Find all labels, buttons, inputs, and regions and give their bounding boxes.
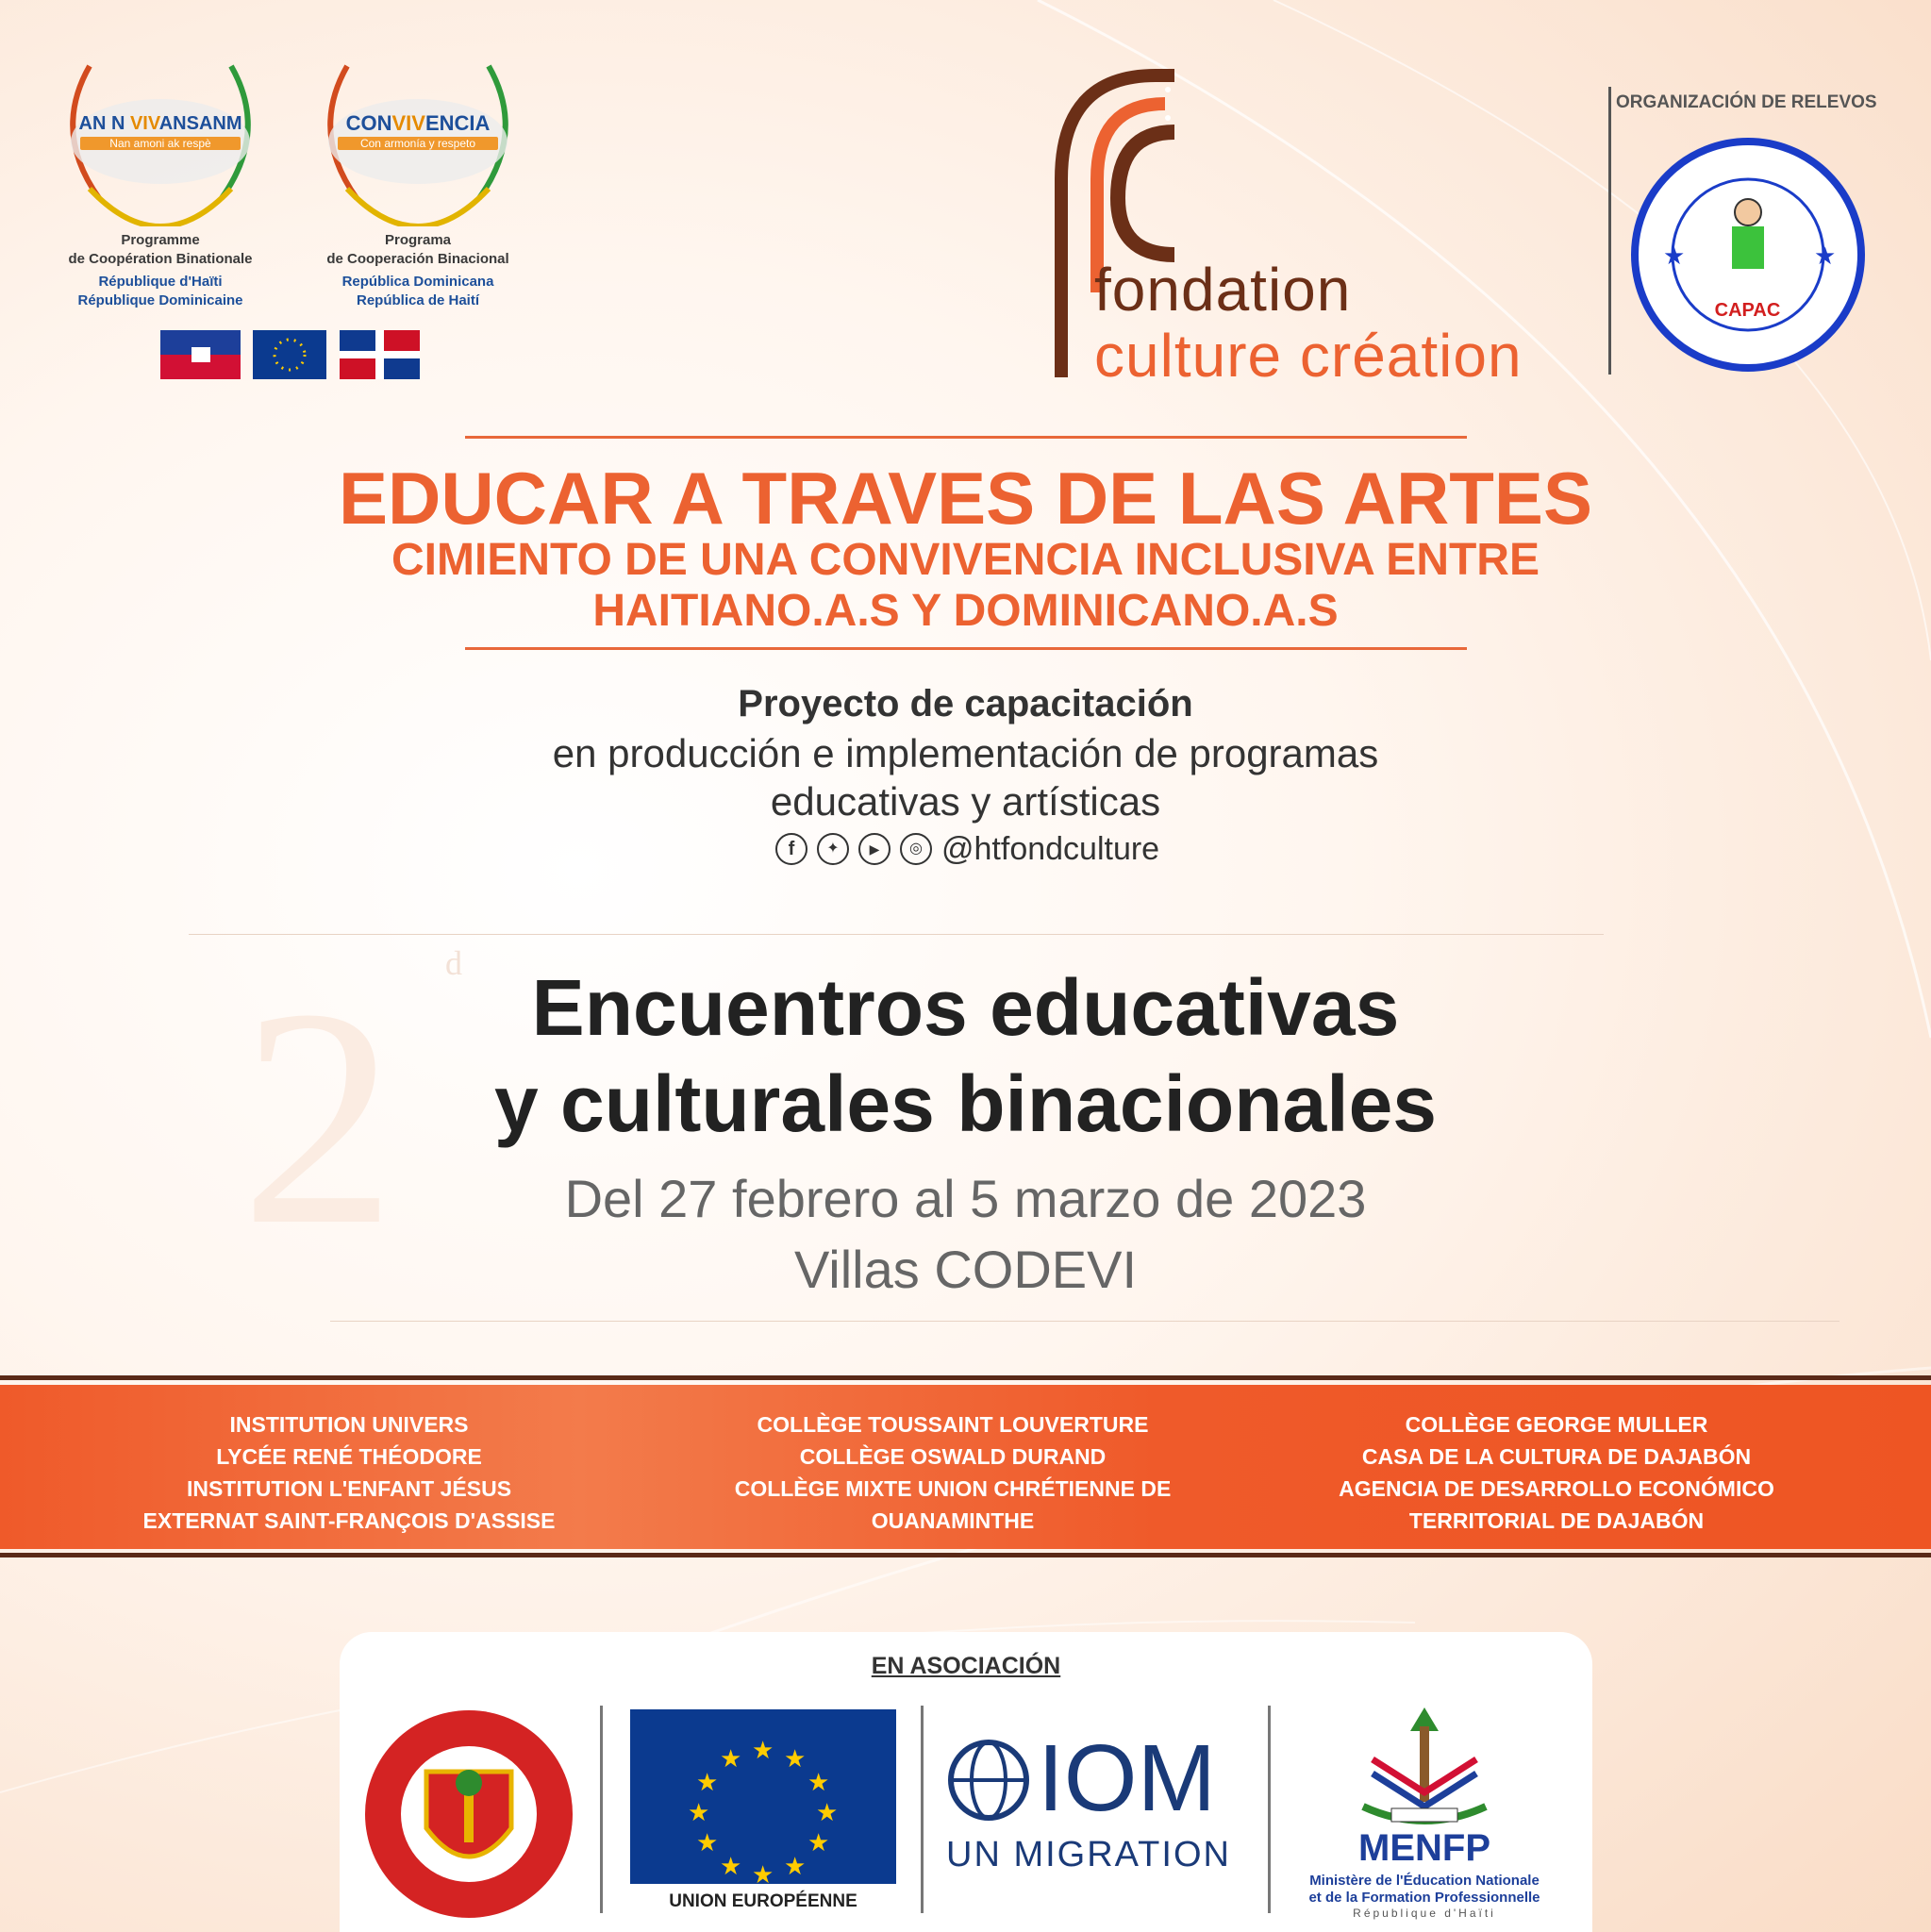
logo2-line1: Programa [384,232,452,248]
event-dates: Del 27 febrero al 5 marzo de 2023 [564,1169,1367,1228]
social-handle[interactable]: @htfondculture [941,830,1160,867]
institutions-col2 [698,1408,1207,1537]
svg-text:★: ★ [784,1853,807,1881]
event-title2: y culturales binacionales [493,1059,1438,1148]
iom-globe-icon [946,1738,1031,1823]
institution-item: INSTITUTION L'ENFANT JÉSUS [186,1476,512,1501]
svg-text:★: ★ [720,1853,742,1881]
institution-item: COLLÈGE OSWALD DURAND [799,1444,1107,1469]
iom-big: IOM [1038,1725,1216,1831]
svg-text:★: ★ [696,1829,719,1857]
institutions-col3 [1292,1408,1821,1537]
svg-text:★: ★ [807,1829,830,1857]
svg-text:★: ★ [1663,242,1686,270]
rule-top [465,436,1467,439]
institution-item: COLLÈGE MIXTE UNION CHRÉTIENNE DE [734,1476,1172,1501]
institution-item: AGENCIA DE DESARROLLO ECONÓMICO [1339,1476,1774,1501]
event-top-line [189,934,1604,935]
annvivansanm-brand: AN N VIVANSANM [78,113,242,134]
headline-subtitle1: CIMIENTO DE UNA CONVIVENCIA INCLUSIVA ENTRE [391,535,1540,585]
institution-item: OUANAMINTHE [871,1508,1035,1533]
twitter-icon[interactable]: ✦ [817,833,849,865]
iom-small: UN MIGRATION [946,1835,1231,1874]
annvivansanm-tagline: Nan amoni ak respè [80,137,241,150]
culture-creation-word: culture création [1094,322,1523,390]
logo1-line1: Programme [121,232,200,248]
annvivansanm-logo [52,57,269,310]
institution-item: EXTERNAT SAINT-FRANÇOIS D'ASSISE [142,1508,556,1533]
rule-bottom [465,647,1467,650]
convivencia-brand: CONVIVENCIA [345,111,491,135]
institution-item: COLLÈGE GEORGE MULLER [1405,1412,1708,1437]
relevos-divider [1608,87,1611,375]
institution-item: LYCÉE RENÉ THÉODORE [216,1444,482,1469]
flags [160,330,420,382]
logo2-line2: de Cooperación Binacional [326,251,509,267]
menfp-title: MENFP [1358,1827,1490,1869]
svg-text:★: ★ [807,1769,830,1797]
event-title1: Encuentros educativas [531,963,1400,1052]
event-bottom-line [330,1321,1839,1322]
facebook-icon[interactable]: f [775,833,807,865]
partner-divider-3 [1268,1706,1271,1913]
ordinal-suffix: d [445,944,462,982]
menfp-line1: Ministère de l'Éducation Nationale [1309,1873,1540,1889]
instagram-icon[interactable]: ◎ [900,833,932,865]
institutions-col1 [104,1408,594,1537]
svg-text:★: ★ [688,1799,710,1827]
convivencia-logo [309,57,526,310]
band-bottom-line [0,1553,1931,1557]
svg-text:★: ★ [752,1861,774,1884]
institution-item: COLLÈGE TOUSSAINT LOUVERTURE [757,1412,1149,1437]
haiti-coat-of-arms-icon [1344,1703,1505,1830]
project-line1: en producción e implementación de programas [552,731,1379,775]
partners-label: EN ASOCIACIÓN [871,1653,1061,1679]
logo1-line3: République d'Haïti [98,274,223,290]
youtube-icon[interactable]: ▶ [858,833,891,865]
eu-label: UNION EUROPÉENNE [669,1891,857,1911]
svg-text:★: ★ [752,1737,774,1765]
capac-seal-icon [1621,132,1875,377]
convivencia-tagline: Con armonía y respeto [338,137,498,150]
partner-divider-2 [921,1706,924,1913]
logo1-line4: République Dominicaine [77,292,243,308]
relevos-label: ORGANIZACIÓN DE RELEVOS [1616,92,1877,112]
project-line2: educativas y artísticas [770,779,1161,824]
eu-flag-large-icon [630,1709,896,1884]
capac-text: CAPAC [1714,300,1781,321]
ordinal-watermark: 2 [241,945,396,1290]
institution-item: INSTITUTION UNIVERS [229,1412,469,1437]
eu-flag-icon [253,330,326,379]
social-row [775,830,1159,868]
menfp-line3: République d'Haïti [1353,1907,1496,1920]
logo1-line2: de Coopération Binationale [68,251,253,267]
institution-item: TERRITORIAL DE DAJABÓN [1408,1508,1705,1533]
band-top-line [0,1375,1931,1380]
event-place: Villas CODEVI [793,1240,1138,1299]
svg-text:★: ★ [720,1745,742,1774]
partner-divider-1 [600,1706,603,1913]
project-bold: Proyecto de capacitación [738,683,1193,724]
headline-title: EDUCAR A TRAVES DE LAS ARTES [339,457,1592,540]
menfp-line2: et de la Formation Professionnelle [1308,1890,1540,1906]
logo2-line3: República Dominicana [341,274,494,290]
svg-text:★: ★ [696,1769,719,1797]
logo2-line4: República de Haití [356,292,480,308]
haiti-flag-icon [160,330,241,379]
headline-subtitle2: HAITIANO.A.S Y DOMINICANO.A.S [592,586,1339,636]
svg-text:★: ★ [784,1745,807,1774]
svg-text:★: ★ [816,1799,839,1827]
institution-item: CASA DE LA CULTURA DE DAJABÓN [1361,1444,1752,1469]
svg-text:★: ★ [1814,242,1837,270]
dominican-flag-icon [340,330,420,379]
fondation-word: fondation [1094,256,1352,324]
